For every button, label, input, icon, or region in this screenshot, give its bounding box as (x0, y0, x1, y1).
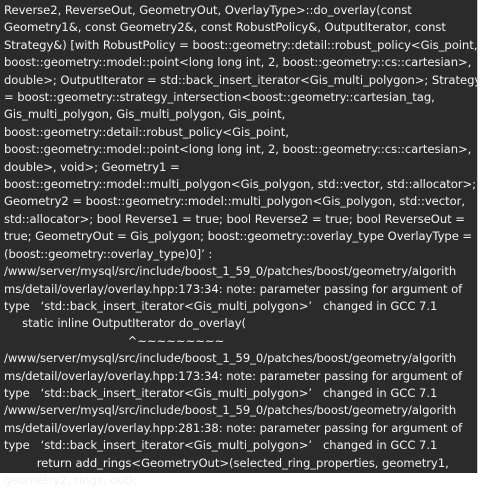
output-line: Gis_multi_polygon, Gis_multi_polygon, Gis_point, (4, 107, 286, 122)
output-line: Reverse2, ReverseOut, GeometryOut, OverlayType>::do_overlay(const (4, 3, 412, 17)
note-line: type ‘std::back_insert_iterator<Gis_multi_polygon>’ changed in GCC 7.1 (4, 438, 438, 453)
output-line: double>, void>; Geometry1 = (4, 159, 180, 174)
output-line: (boost::geometry::overlay_type)0]’ : (4, 246, 213, 261)
source-code-line: geometry2, rings, out); (4, 472, 138, 487)
note-line: type ‘std::back_insert_iterator<Gis_multi_polygon>’ changed in GCC 7.1 (4, 385, 438, 400)
output-line: std::allocator>; bool Reverse1 = true; bool Reverse2 = true; bool ReverseOut = (4, 211, 465, 226)
note-line: ms/detail/overlay/overlay.hpp:173:34: note: parameter passing for argument of (4, 368, 463, 383)
output-line: Geometry1&, const Geometry2&, const RobustPolicy&, OutputIterator, const (4, 20, 446, 35)
output-line: true; GeometryOut = Gis_polygon; boost::geometry::overlay_type OverlayType = (4, 229, 473, 244)
output-line: boost::geometry::model::point<long long int, 2, boost::geometry::cs::cartesian>, (4, 142, 472, 157)
note-line: ms/detail/overlay/overlay.hpp:281:38: note: parameter passing for argument of (4, 420, 463, 435)
output-line: double>; OutputIterator = std::back_insert_iterator<Gis_multi_polygon>; Strategy (4, 72, 482, 87)
output-line: boost::geometry::model::point<long long int, 2, boost::geometry::cs::cartesian>, (4, 55, 472, 70)
file-path-line: /www/server/mysql/src/include/boost_1_59_0/patches/boost/geometry/algorith (4, 351, 457, 366)
output-line: boost::geometry::detail::robust_policy<Gis_point, (4, 124, 289, 139)
output-line: Geometry2 = boost::geometry::model::multi_polygon<Gis_polygon, std::vector, (4, 194, 465, 209)
source-code-line: static inline OutputIterator do_overlay( (4, 316, 247, 331)
output-line: = boost::geometry::strategy_intersection<boost::geometry::cartesian_tag, (4, 90, 435, 105)
file-path-line: /www/server/mysql/src/include/boost_1_59_0/patches/boost/geometry/algorith (4, 264, 457, 279)
note-line: type ‘std::back_insert_iterator<Gis_multi_polygon>’ changed in GCC 7.1 (4, 298, 438, 313)
source-code-line: return add_rings<GeometryOut>(selected_ring_properties, geometry1, (4, 455, 449, 470)
output-line: boost::geometry::model::multi_polygon<Gis_polygon, std::vector, std::allocator>; (4, 177, 477, 192)
note-line: ms/detail/overlay/overlay.hpp:173:34: note: parameter passing for argument of (4, 281, 463, 296)
caret-marker: ^~~~~~~~~~ (4, 333, 225, 348)
output-line: Strategy&) [with RobustPolicy = boost::geometry::detail::robust_policy<Gis_point, (4, 37, 478, 52)
compiler-output (4, 2, 482, 489)
file-path-line: /www/server/mysql/src/include/boost_1_59_0/patches/boost/geometry/algorith (4, 403, 457, 418)
